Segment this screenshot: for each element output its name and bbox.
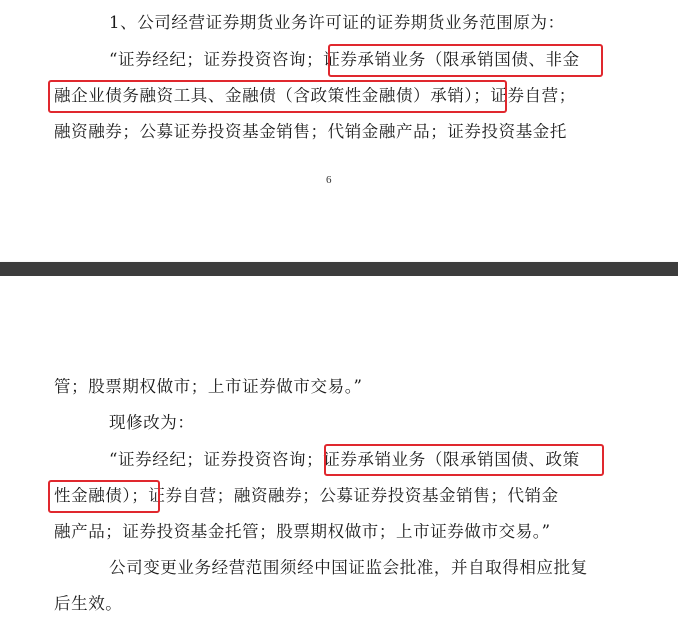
highlight-box [48,80,507,113]
document-page-top [0,0,678,262]
text-line: 后生效。 [54,594,123,613]
text-line: “证券经纪；证券投资咨询；证券承销业务（限承销国债、非金 [109,50,580,69]
text-line: 现修改为： [109,413,195,432]
text-line: “证券经纪；证券投资咨询；证券承销业务（限承销国债、政策 [109,450,580,469]
document-page-bottom [0,276,678,618]
highlight-box [324,444,604,476]
text-line: 融资融券；公募证券投资基金销售；代销金融产品；证券投资基金托 [54,122,567,141]
text-line: 公司变更业务经营范围须经中国证监会批准，并自取得相应批复 [109,558,588,577]
text-line: 性金融债）；证券自营；融资融券；公募证券投资基金销售；代销金 [54,486,559,505]
page-number: 6 [326,174,332,186]
text-line: 融产品；证券投资基金托管；股票期权做市；上市证券做市交易。” [54,522,551,541]
highlight-box [328,44,603,77]
text-line: 管；股票期权做市；上市证券做市交易。” [54,377,363,396]
page-divider [0,262,678,276]
highlight-box [48,480,160,513]
text-line: 融企业债务融资工具、金融债（含政策性金融债）承销）；证券自营； [54,86,576,105]
text-line: 1、公司经营证券期货业务许可证的证券期货业务范围原为： [109,13,565,32]
